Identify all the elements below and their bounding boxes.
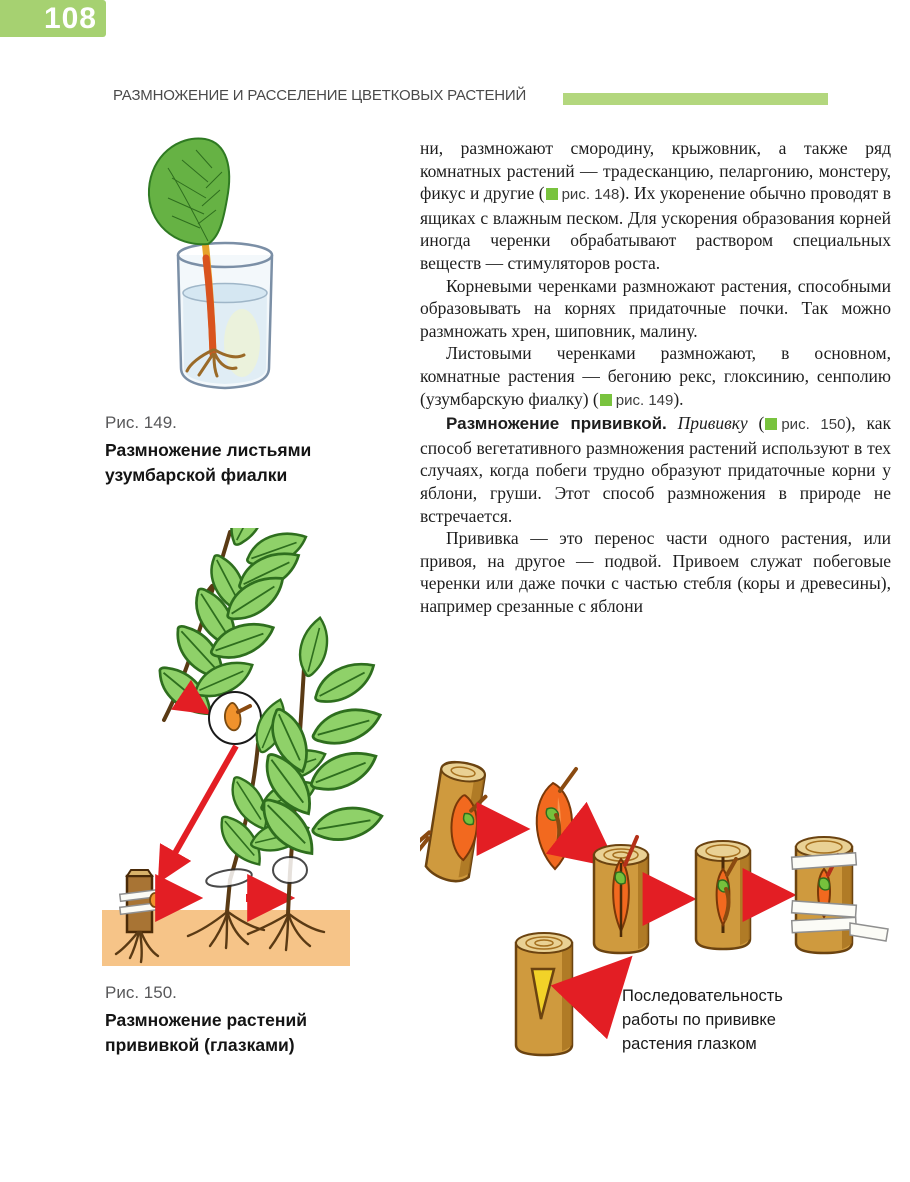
fig150-illustration bbox=[100, 528, 422, 968]
figure-marker-icon bbox=[546, 188, 558, 200]
figure-marker-icon bbox=[600, 394, 612, 406]
page-number-badge bbox=[0, 0, 106, 37]
branch-with-bud bbox=[420, 758, 490, 884]
fig149-illustration bbox=[120, 128, 400, 413]
figure-reference bbox=[545, 186, 620, 203]
figure-ref-text: рис. 149 bbox=[615, 391, 674, 409]
leaf bbox=[149, 139, 229, 245]
figure-ref-text: рис. 150 bbox=[781, 416, 846, 434]
figure-reference bbox=[764, 416, 845, 433]
text-run: Листовыми черенками размножают, в основном, комнатные растения — бегонию рекс, глоксинию, сенполию (узумбарскую фиалку) ( bbox=[420, 343, 891, 409]
paragraph bbox=[420, 342, 891, 412]
figure-reference bbox=[599, 392, 674, 409]
run-in-heading: Размножение прививкой. bbox=[446, 414, 667, 434]
paragraph bbox=[420, 527, 891, 617]
paragraph bbox=[420, 412, 891, 527]
figure-ref-text: рис. 148 bbox=[561, 186, 620, 204]
text-run: Прививка — это перенос части одного растения, или привоя, на другое — подвой. Привоем служат побеговые черенки или даже почки с частью стебля (коры и древесины), например срезанные с яблони bbox=[420, 528, 891, 616]
fig150-title: Размножение растений прививкой (глазками) bbox=[105, 1010, 308, 1055]
figure-marker-icon bbox=[765, 418, 777, 430]
header-accent-bar bbox=[563, 93, 828, 105]
running-head: РАЗМНОЖЕНИЕ И РАССЕЛЕНИЕ ЦВЕТКОВЫХ РАСТЕНИЙ bbox=[113, 87, 527, 104]
text-run: ), как способ вегетативного размножения растений используют в тех случаях, когда побеги трудно образуют придаточные корни у яблони, груши. Этот способ размножения в природе не встречается. bbox=[420, 413, 891, 526]
stock-inserted bbox=[696, 841, 750, 949]
fig150-label: Рис. 150. bbox=[105, 983, 177, 1002]
paragraph bbox=[420, 137, 891, 275]
donor-branch bbox=[153, 528, 306, 720]
arrow-bud-to-stock bbox=[162, 746, 236, 876]
article-body bbox=[420, 137, 891, 617]
grafting-sequence-caption: Последовательность работы по прививке растения глазком bbox=[622, 987, 783, 1053]
stock-insertion bbox=[594, 837, 648, 953]
paragraph bbox=[420, 275, 891, 343]
text-run: ). Их укоренение обычно проводят в ящиках с влажным песком. Для ускорения образования корней иногда черенки обрабатывают раствором специальных веществ — стимуляторов роста. bbox=[420, 183, 891, 273]
text-run: ). bbox=[673, 388, 684, 409]
text-run: ни, размножают смородину, крыжовник, а также ряд комнатных растений — традесканцию, пеларгонию, монстеру, фикус и другие ( bbox=[420, 138, 891, 204]
page-number: 108 bbox=[43, 1, 97, 35]
fig150-caption bbox=[105, 983, 355, 1058]
fig149-title: Размножение листьями узумбарской фиалки bbox=[105, 440, 312, 485]
stock-wrapped bbox=[792, 837, 888, 953]
cut-bud-shield bbox=[537, 769, 576, 869]
text-run: ( bbox=[747, 413, 765, 434]
rootstock-with-cut bbox=[516, 933, 572, 1055]
arrow-rootstock bbox=[582, 969, 620, 1009]
bud-inset-circle bbox=[209, 692, 261, 744]
text-run: Корневыми черенками размножают растения, способными образовывать на корнях придаточные почки. Так можно размножать хрен, шиповник, малину. bbox=[420, 275, 891, 341]
fig149-label: Рис. 149. bbox=[105, 413, 177, 432]
fig149-caption bbox=[105, 413, 355, 488]
text-run-italic: Прививку bbox=[666, 413, 748, 434]
